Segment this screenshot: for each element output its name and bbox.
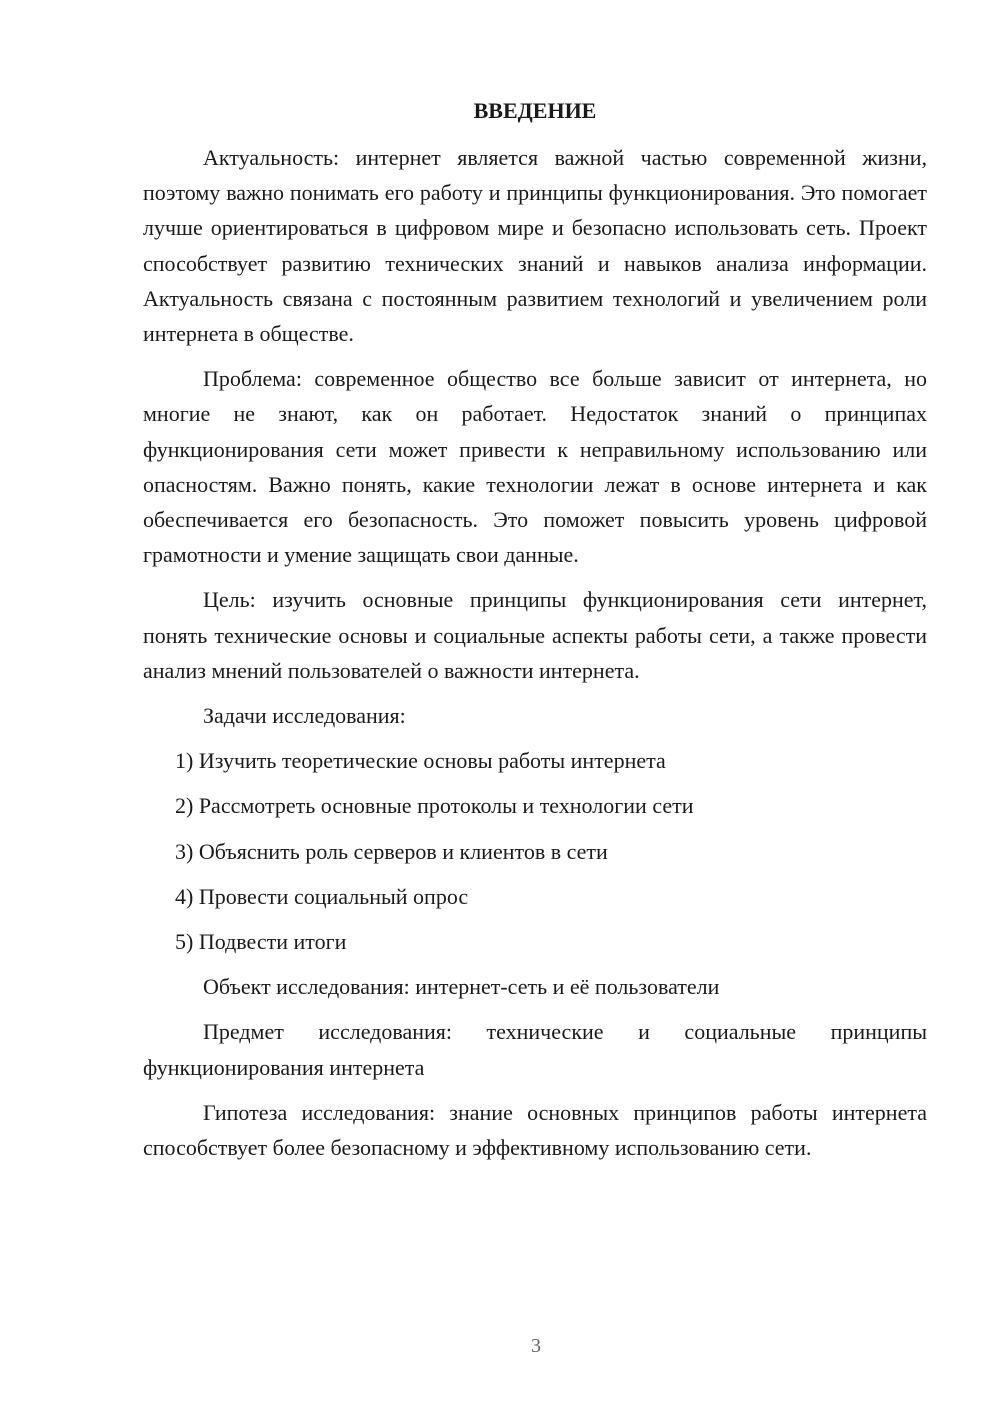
goal-paragraph: Цель: изучить основные принципы функционирования сети интернет, понять технические основы и социальные аспекты работы сети, а также провести анализ мнений пользователей о важности интернета.	[143, 587, 927, 683]
page-number: 3	[531, 1335, 541, 1357]
task-list	[143, 743, 927, 959]
tasks-heading: Задачи исследования:	[203, 703, 406, 729]
section-title: ВВЕДЕНИЕ	[473, 98, 597, 123]
object-paragraph: Объект исследования: интернет-сеть и её пользователи	[203, 974, 720, 1000]
subject-paragraph: Предмет исследования: технические и социальные принципы функционирования интернета	[143, 1019, 927, 1080]
problem-paragraph: Проблема: современное общество все больше зависит от интернета, но многие не знают, как он работает. Недостаток знаний о принципах функционирования сети может привести к неправильному использованию или опасностям. Важно понять, какие технологии лежат в основе интернета и как обеспечивается его безопасность. Это поможет повысить уровень цифровой грамотности и умение защищать свои данные.	[143, 366, 927, 568]
hypothesis-paragraph: Гипотеза исследования: знание основных принципов работы интернета способствует более безопасному и эффективному использованию сети.	[143, 1099, 927, 1161]
task-item-3: 3) Объяснить роль серверов и клиентов в сети	[175, 838, 608, 864]
task-item-4: 4) Провести социальный опрос	[175, 883, 469, 909]
task-item-1: 1) Изучить теоретические основы работы интернета	[175, 748, 666, 774]
task-item-5: 5) Подвести итоги	[175, 929, 347, 955]
page-content	[143, 95, 927, 1175]
task-item-2: 2) Рассмотреть основные протоколы и технологии сети	[175, 793, 694, 819]
relevance-paragraph: Актуальность: интернет является важной частью современной жизни, поэтому важно понимать его работу и принципы функционирования. Это помогает лучше ориентироваться в цифровом мире и безопасно использовать сеть. Проект способствует развитию технических знаний и навыков анализа информации. Актуальность связана с постоянным развитием технологий и увеличением роли интернета в обществе.	[143, 145, 927, 347]
